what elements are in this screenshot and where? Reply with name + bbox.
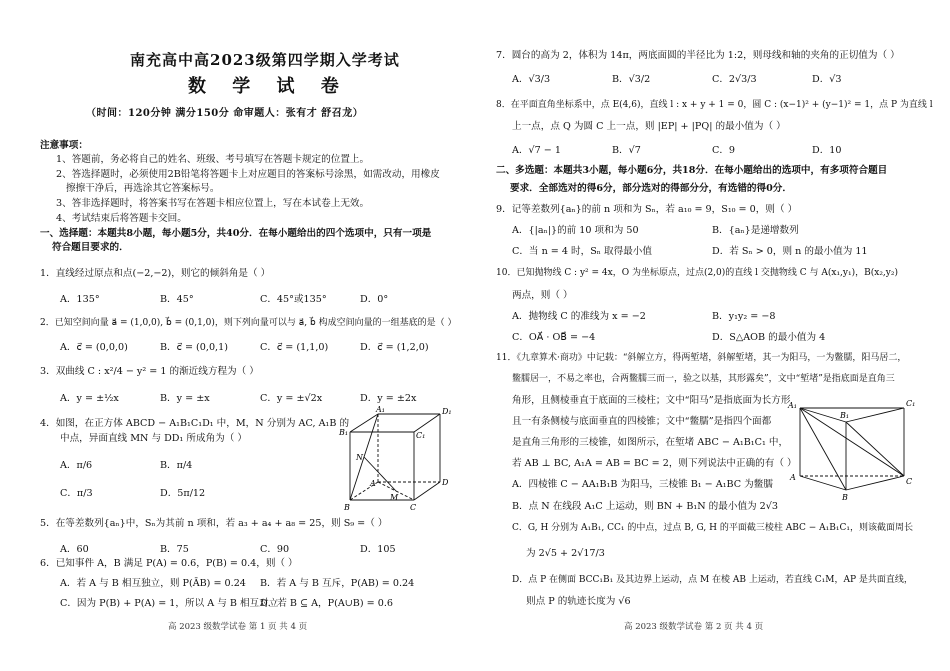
question-9-option-d: D．若 Sₙ > 0，则 n 的最小值为 11 (712, 246, 868, 257)
question-6-option-a: A．若 A 与 B 相互独立，则 P(ĀB) = 0.24 (60, 578, 246, 589)
question-6-option-d: D．若 B ⊆ A，P(A∪B) = 0.6 (260, 598, 393, 609)
cube-label-a: A (370, 479, 376, 488)
question-8-option-c: C．9 (712, 145, 736, 156)
question-11-option-d-line-1: D．点 P 在侧面 BCC₁B₁ 及其边界上运动，点 M 在棱 AB 上运动，若直线 C₁M，AP 是共面直线， (512, 575, 913, 585)
prism-label-a: A (790, 473, 796, 482)
question-8-stem-line-2: 上一点，点 Q 为圆 C 上一点，则 |EP| + |PQ| 的最小值为（ ） (512, 121, 786, 132)
question-10-option-b: B．y₁y₂ = −8 (712, 311, 776, 322)
question-4-option-b: B．π/4 (160, 460, 193, 471)
question-2-option-c: C．c⃗ = (1,1,0) (260, 342, 329, 353)
question-9-stem: 9．记等差数列{aₙ}的前 n 项和为 Sₙ，若 a₁₀ = 9，S₁₀ = 0，则（ ） (496, 204, 798, 215)
notice-1: 1、答题前，务必将自己的姓名、班级、考号填写在答题卡规定的位置上。 (56, 154, 370, 165)
notice-2-cont: 擦擦干净后，再选涂其它答案标号。 (66, 183, 220, 194)
prism-label-c: C (906, 477, 913, 486)
question-11-option-a: A．四棱锥 C − AA₁B₁B 为阳马，三棱锥 B₁ − A₁BC 为鳖臑 (512, 479, 773, 490)
question-11-option-c-line-2: 为 2√5 + 2√17/3 (526, 548, 605, 559)
question-1-option-b: B．45° (160, 294, 194, 305)
question-3-option-b: B．y = ±x (160, 393, 210, 404)
notice-2: 2、答选择题时，必须使用2B铅笔将答题卡上对应题目的答案标号涂黑，如需改动，用橡皮 (56, 169, 440, 180)
question-11-line-3: 角形，且侧棱垂直于底面的三棱柱；文中“阳马”是指底面为长方形 (512, 395, 791, 406)
question-6-option-b: B．若 A 与 B 互斥，P(AB) = 0.24 (260, 578, 415, 589)
cube-label-a1: A₁ (376, 405, 385, 414)
question-11-option-d-line-2: 则点 P 的轨迹长度为 √6 (526, 596, 631, 607)
question-8-option-d: D．10 (812, 145, 842, 156)
cube-diagram (336, 404, 456, 516)
question-4-option-a: A．π/6 (60, 460, 93, 471)
question-1-stem: 1．直线经过原点和点(−2,−2)，则它的倾斜角是（ ） (40, 268, 271, 279)
question-4-option-c: C．π/3 (60, 488, 93, 499)
prism-diagram (786, 394, 926, 504)
section-2-heading-cont: 要求．全部选对的得6分，部分选对的得部分分，有选错的得0分． (510, 183, 792, 194)
question-9-option-b: B．{aₙ}是递增数列 (712, 225, 799, 236)
question-5-stem: 5．在等差数列{aₙ}中，Sₙ为其前 n 项和，若 a₃ + a₄ + a₈ = 25，则 S₉ =（ ） (40, 518, 388, 529)
question-10-option-c: C．OA⃗ · OB⃗ = −4 (512, 332, 596, 343)
question-2-option-a: A．c⃗ = (0,0,0) (60, 342, 128, 353)
question-5-option-a: A．60 (60, 544, 89, 555)
question-4-stem-line-2: 中点，异面直线 MN 与 DD₁ 所成角为（ ） (60, 433, 248, 444)
question-7-option-a: A．√3/3 (512, 74, 551, 85)
question-11-line-4: 且一有条侧棱与底面垂直的四棱锥；文中“鳖臑”是指四个面都 (512, 416, 772, 427)
page-2-footer: 高 2023 级数学试卷 第 2 页 共 4 页 (624, 622, 764, 632)
question-11-line-6: 若 AB ⊥ BC, A₁A = AB = BC = 2，则下列说法中正确的有（ ） (512, 458, 797, 469)
section-2-heading: 二、多选题：本题共3小题，每小题6分，共18分．在每小题给出的选项中，有多项符合题目 (496, 165, 888, 176)
cube-label-b: B (344, 503, 350, 512)
question-9-option-c: C．当 n = 4 时，Sₙ 取得最小值 (512, 246, 652, 257)
question-4-stem-line-1: 4．如图，在正方体 ABCD − A₁B₁C₁D₁ 中，M，N 分别为 AC, A₁B 的 (40, 418, 350, 429)
cube-label-b1: B₁ (339, 428, 349, 437)
notice-title: 注意事项： (40, 140, 88, 151)
exam-meta: （时间：120分钟 满分150分 命审题人：张有才 舒召龙） (86, 108, 364, 119)
exam-title: 南充高中高2023级第四学期入学考试 (130, 51, 400, 69)
section-1-heading-cont: 符合题目要求的． (52, 242, 129, 253)
question-10-stem-line-2: 两点，则（ ） (512, 290, 573, 301)
question-6-option-c: C．因为 P(B) + P(A) = 1，所以 A 与 B 相互对立 (60, 598, 279, 609)
question-2-option-b: B．c⃗ = (0,0,1) (160, 342, 228, 353)
page-2 (496, 0, 933, 671)
question-5-option-c: C．90 (260, 544, 290, 555)
notice-4: 4、考试结束后将答题卡交回。 (56, 213, 187, 224)
prism-label-a1: A₁ (788, 401, 797, 410)
question-11-line-1: 11．《九章算术·商功》中记载：“斜解立方，得两堑堵，斜解堑堵，其一为阳马，一为鳖臑，阳马居二， (496, 353, 907, 363)
question-1-option-c: C．45°或135° (260, 294, 327, 305)
question-2-stem: 2．已知空间向量 a⃗ = (1,0,0), b⃗ = (0,1,0)，则下列向量可以与 a⃗, b⃗ 构成空间向量的一组基底的是（ ） (40, 318, 457, 328)
question-8-stem-line-1: 8．在平面直角坐标系中，点 E(4,6)，直线 l : x + y + 1 = 0，圆 C : (x−1)² + (y−1)² = 1，点 P 为直线 l (496, 100, 933, 110)
question-5-option-b: B．75 (160, 544, 189, 555)
question-7-stem: 7．圆台的高为 2，体积为 14π，两底面圆的半径比为 1:2，则母线和轴的夹角的正切值为（ ） (496, 50, 900, 61)
question-7-option-b: B．√3/2 (612, 74, 651, 85)
question-2-option-d: D．c⃗ = (1,2,0) (360, 342, 429, 353)
prism-label-c1: C₁ (906, 399, 916, 408)
cube-label-c1: C₁ (416, 431, 426, 440)
page-1 (38, 0, 472, 671)
question-1-option-d: D．0° (360, 294, 389, 305)
question-6-stem: 6．已知事件 A，B 满足 P(A) = 0.6，P(B) = 0.4，则（ ） (40, 558, 298, 569)
cube-label-d: D (442, 478, 449, 487)
cube-figure (336, 404, 456, 516)
question-11-line-2: 鳖臑居一，不易之率也，合两鳖臑三而一，验之以基，其形露矣”，文中“堑堵”是指底面是直角三 (512, 374, 895, 384)
exam-subtitle: 数 学 试 卷 (188, 76, 349, 97)
prism-label-b1: B₁ (840, 411, 850, 420)
question-3-option-d: D．y = ±2x (360, 393, 417, 404)
question-11-option-b: B．点 N 在线段 A₁C 上运动，则 BN + B₁N 的最小值为 2√3 (512, 501, 779, 512)
question-3-option-a: A．y = ±½x (60, 393, 119, 404)
question-10-stem-line-1: 10．已知抛物线 C : y² = 4x，O 为坐标原点，过点(2,0)的直线 l 交抛物线 C 与 A(x₁,y₁)，B(x₂,y₂) (496, 268, 898, 278)
question-11-line-5: 是直角三角形的三棱锥，如图所示，在堑堵 ABC − A₁B₁C₁ 中， (512, 437, 789, 448)
question-8-option-a: A．√7 − 1 (512, 145, 561, 156)
cube-label-n: N (356, 453, 363, 462)
question-3-option-c: C．y = ±√2x (260, 393, 323, 404)
question-7-option-d: D．√3 (812, 74, 842, 85)
question-11-option-c-line-1: C．G, H 分别为 A₁B₁, CC₁ 的中点，过点 B, G, H 的平面截三棱柱 ABC − A₁B₁C₁，则该截面周长 (512, 523, 913, 533)
prism-label-b: B (842, 493, 848, 502)
question-5-option-d: D．105 (360, 544, 396, 555)
question-3-stem: 3．双曲线 C : x²/4 − y² = 1 的渐近线方程为（ ） (40, 366, 259, 377)
question-7-option-c: C．2√3/3 (712, 74, 757, 85)
question-10-option-d: D．S△AOB 的最小值为 4 (712, 332, 826, 343)
question-1-option-a: A．135° (60, 294, 100, 305)
notice-3: 3、答非选择题时，将答案书写在答题卡相应位置上，写在本试卷上无效。 (56, 198, 370, 209)
question-10-option-a: A．抛物线 C 的准线为 x = −2 (512, 311, 646, 322)
question-9-option-a: A．{|aₙ|}的前 10 项和为 50 (512, 225, 639, 236)
cube-label-m: M (390, 493, 399, 502)
section-1-heading: 一、选择题：本题共8小题，每小题5分，共40分．在每小题给出的四个选项中，只有一项是 (40, 228, 432, 239)
question-8-option-b: B．√7 (612, 145, 641, 156)
cube-label-c: C (410, 503, 417, 512)
cube-label-d1: D₁ (442, 407, 452, 416)
question-4-option-d: D．5π/12 (160, 488, 206, 499)
prism-figure (786, 394, 926, 504)
page-1-footer: 高 2023 级数学试卷 第 1 页 共 4 页 (168, 622, 308, 632)
